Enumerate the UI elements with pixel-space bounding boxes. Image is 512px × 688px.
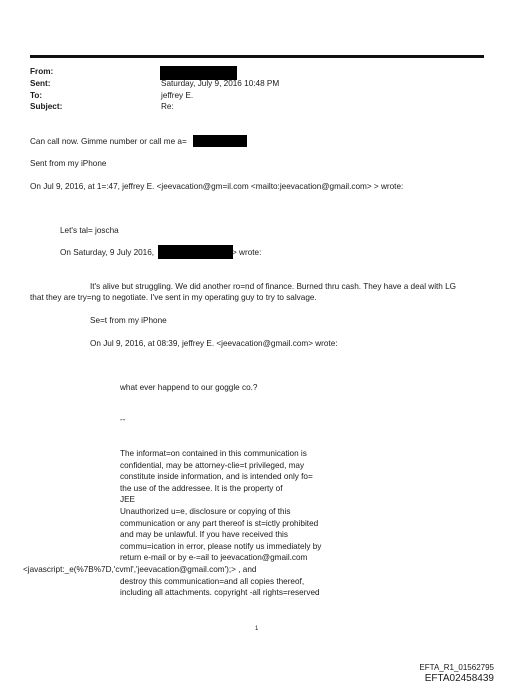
- disclaimer-line: Unauthorized u=e, disclosure or copying of this: [120, 506, 291, 516]
- footer-reference-1: EFTA_R1_01562795: [419, 663, 494, 672]
- subject-value: Re:: [161, 102, 174, 111]
- footer-reference-2: EFTA02458439: [424, 673, 494, 684]
- message-line-6: It's alive but struggling. We did another ro=nd of finance. Burned thru cash. They have a deal with LG: [90, 282, 457, 291]
- disclaimer-line: including all attachments. copyright -all rights=reserved: [120, 588, 320, 598]
- message-line-10: what ever happend to our goggle co.?: [120, 383, 258, 392]
- disclaimer-line: The informat=on contained in this communication is: [120, 449, 307, 458]
- from-redaction: [160, 66, 237, 80]
- message-line-5a: On Saturday, 9 July 2016,: [60, 248, 155, 257]
- disclaimer-line: JEE: [120, 495, 136, 505]
- disclaimer-line: the use of the addressee. It is the property of: [120, 483, 283, 493]
- message-line-5b: > wrote:: [232, 248, 262, 257]
- message-line-1: Can call now. Gimme number or call me a=: [30, 137, 187, 146]
- signature-separator: --: [120, 415, 126, 424]
- message-line-9: On Jul 9, 2016, at 08:39, jeffrey E. <jeevacation@gmail.com> wrote:: [90, 339, 338, 348]
- disclaimer-line: destroy this communication=and all copies thereof,: [120, 576, 305, 586]
- sent-label: Sent:: [30, 79, 51, 88]
- message-line-3: On Jul 9, 2016, at 1=:47, jeffrey E. <jeevacation@gm=il.com <mailto:jeevacation@gmail.com> > wrote:: [30, 182, 404, 191]
- disclaimer-line: commu=ication in error, please notify us immediately by: [120, 541, 322, 551]
- phone-redaction: [193, 135, 247, 147]
- disclaimer-line: confidential, may be attorney-clie=t privileged, may: [120, 460, 305, 470]
- to-value: jeffrey E.: [161, 91, 194, 100]
- message-line-7: that they are try=ng to negotiate. I've sent in my operating guy to try to salvage.: [30, 293, 317, 302]
- disclaimer-line: <javascript:_e(%7B%7D,'cvml','jeevacation@gmail.com');> , and: [23, 564, 257, 574]
- message-line-2: Sent from my iPhone: [30, 159, 107, 168]
- disclaimer-line: return e-mail or by e-=ail to jeevacation@gmail.com: [120, 553, 308, 563]
- disclaimer-line: constitute inside information, and is intended only fo=: [120, 472, 313, 482]
- disclaimer-line: and may be unlawful. If you have received this: [120, 530, 288, 540]
- to-label: To:: [30, 91, 43, 100]
- page-number: 1: [255, 626, 259, 632]
- from-label: From:: [30, 67, 54, 76]
- sent-value: Saturday, July 9, 2016 10:48 PM: [161, 79, 280, 88]
- disclaimer: [23, 448, 322, 599]
- header-rule: [30, 55, 484, 58]
- sender-redaction: [158, 245, 233, 259]
- message-line-8: Se=t from my iPhone: [90, 316, 167, 325]
- disclaimer-line: communication or any part thereof is st=ictly prohibited: [120, 518, 319, 528]
- message-line-4: Let's tal= joscha: [60, 226, 119, 235]
- subject-label: Subject:: [30, 102, 63, 111]
